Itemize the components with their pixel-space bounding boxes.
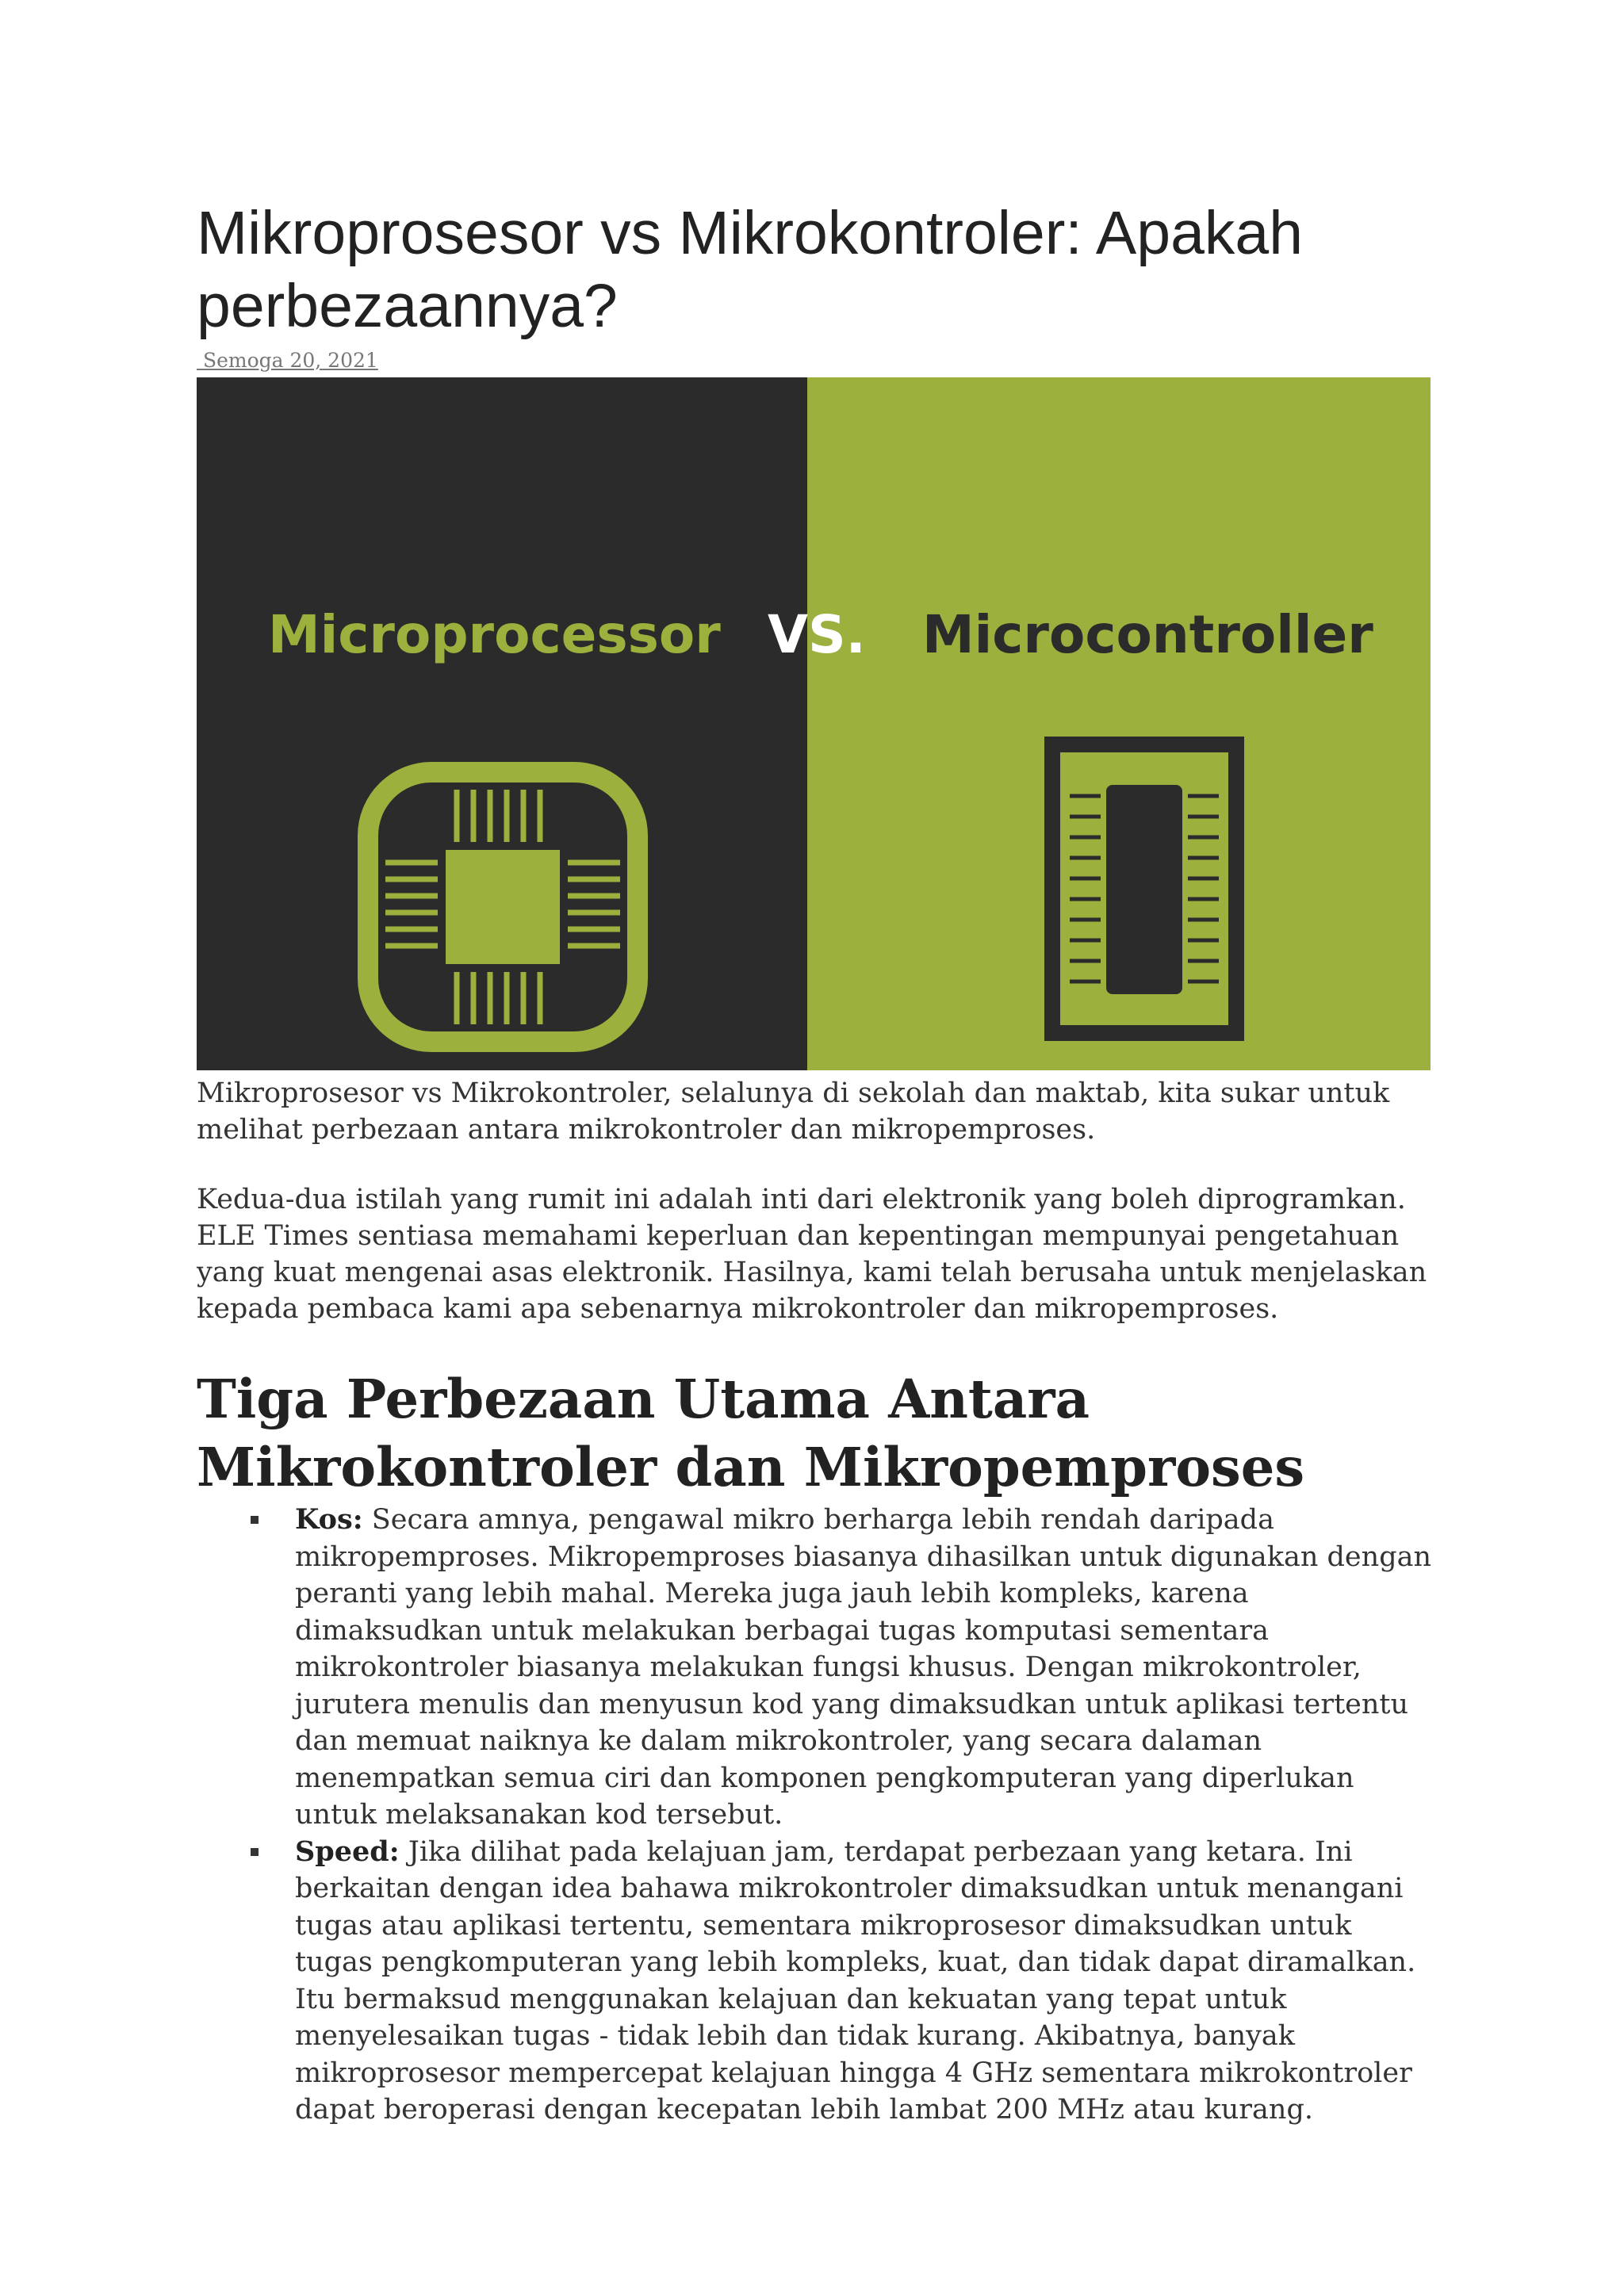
list-item-term: Speed: [295,1835,400,1868]
section-heading: Tiga Perbezaan Utama Antara Mikrokontroler dan Mikropemproses [197,1368,1305,1498]
hero-left-label: Microprocessor [268,604,721,665]
hero-image [197,377,1431,1070]
list-item-speed [197,1834,1434,2129]
list-item-text: Jika dilihat pada kelajuan jam, terdapat perbezaan yang ketara. Ini berkaitan dengan idea bahawa mikrokontroler dimaksudkan untuk menangani tugas atau aplikasi tertentu, sementara mikroprosesor dimaksudkan untuk tugas pengkomputeran yang lebih kompleks, kuat, dan tidak dapat diramalkan. Itu bermaksud menggunakan kelajuan dan kekuatan yang tepat untuk menyelesaikan tugas - tidak lebih dan tidak kurang. Akibatnya, banyak mikroprosesor mempercepat kelajuan hingga 4 GHz sementara mikrokontroler dapat beroperasi dengan kecepatan lebih lambat 200 MHz atau kurang. [295,1835,1416,2126]
bullet-square-icon [251,1516,259,1524]
article-date-link[interactable]: Semoga 20, 2021 [197,349,378,372]
list-item-term: Kos: [295,1503,363,1536]
hero-vs-label: VS. [768,604,866,665]
bullet-square-icon [251,1848,259,1856]
list-item-cost [197,1502,1434,1834]
article-title: Mikroprosesor vs Mikrokontroler: Apakah perbezaannya? [197,199,1304,340]
hero-right-label: Microcontroller [922,604,1373,665]
intro-paragraph: Mikroprosesor vs Mikrokontroler, selalunya di sekolah dan maktab, kita sukar untuk melihat perbezaan antara mikrokontroler dan mikropemproses. [197,1077,1390,1146]
list-item-text: Secara amnya, pengawal mikro berharga lebih rendah daripada mikropemproses. Mikropemproses biasanya dihasilkan untuk digunakan dengan peranti yang lebih mahal. Mereka juga jauh lebih kompleks, karena dimaksudkan untuk melakukan berbagai tugas komputasi sementara mikrokontroler biasanya melakukan fungsi khusus. Dengan mikrokontroler, jurutera menulis dan menyusun kod yang dimaksudkan untuk aplikasi tertentu dan memuat naiknya ke dalam mikrokontroler, yang secara dalaman menempatkan semua ciri dan komponen pengkomputeran yang diperlukan untuk melaksanakan kod tersebut. [295,1504,1432,1831]
differences-list [197,1502,1434,2129]
body-paragraph: Kedua-dua istilah yang rumit ini adalah inti dari elektronik yang boleh diprogramkan. ELE Times sentiasa memahami keperluan dan kepentingan mempunyai pengetahuan yang kuat mengenai asas elektronik. Hasilnya, kami telah berusaha untuk menjelaskan kepada pembaca kami apa sebenarnya mikrokontroler dan mikropemproses. [197,1184,1427,1325]
hero-left-panel [197,377,807,1070]
